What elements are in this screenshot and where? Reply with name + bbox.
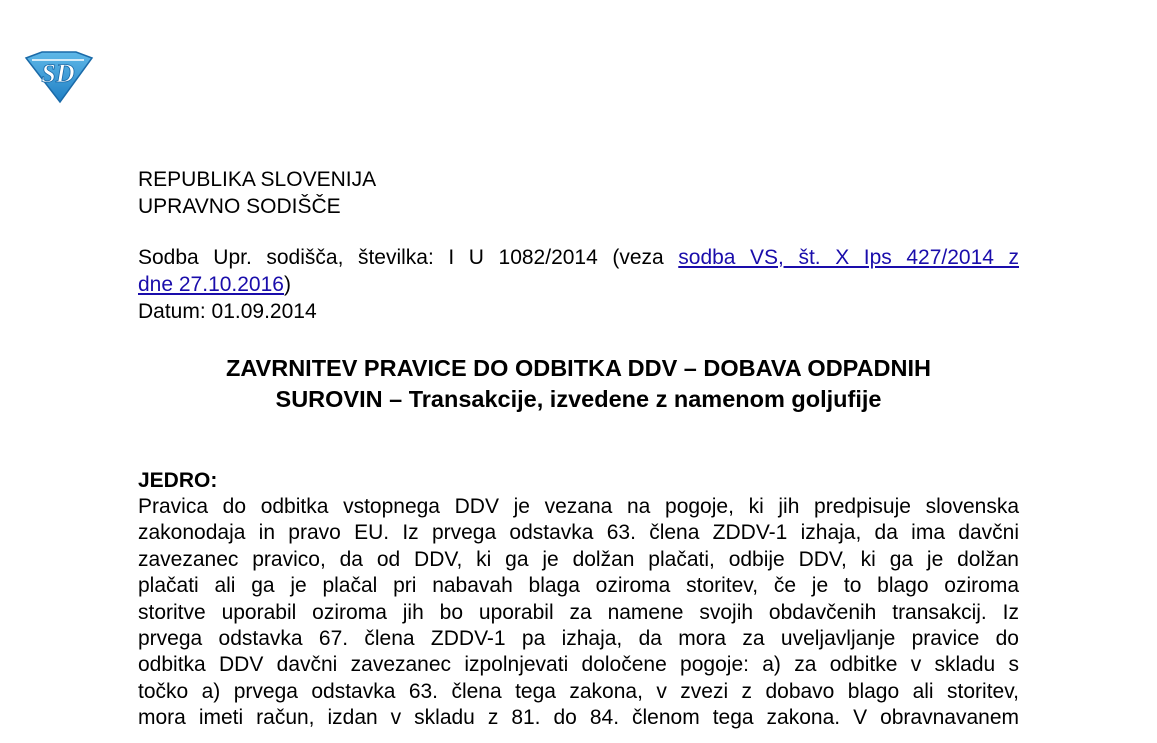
paragraph-line: točko a) prvega odstavka 63. člena tega zakona, v zvezi z dobavo blago ali storitev,: [138, 679, 1019, 703]
document-title: [138, 353, 1019, 415]
case-number-line: Sodba Upr. sodišča, številka: I U 1082/2014 (veza sodba VS, št. X Ips 427/2014 z: [138, 246, 1019, 269]
paragraph-line: storitve uporabil oziroma jih bo uporabil za namene svojih obdavčenih transakcij. Iz: [138, 600, 1019, 624]
supreme-court-ruling-link-date[interactable]: dne 27.10.2016: [138, 273, 284, 296]
paragraph-line: zavezanec pravico, da od DDV, ki ga je dolžan plačati, odbije DDV, ki ga je dolžan: [138, 547, 1019, 571]
title-line-2: SUROVIN – Transakcije, izvedene z namenom goljufije: [275, 386, 882, 412]
court-header: [138, 166, 376, 220]
core-paragraph: [138, 494, 1019, 732]
country-name: REPUBLIKA SLOVENIJA: [138, 168, 377, 191]
supreme-court-ruling-link[interactable]: sodba VS, št. X Ips 427/2014 z: [678, 246, 1019, 269]
paragraph-line: mora imeti račun, izdan v skladu z 81. do 84. členom tega zakona. V obravnavanem: [138, 706, 1019, 730]
paragraph-line: zakonodaja in pravo EU. Iz prvega odstavka 63. člena ZDDV-1 izhaja, da ima davčni: [138, 521, 1019, 545]
title-line-1: ZAVRNITEV PRAVICE DO ODBITKA DDV – DOBAVA ODPADNIH: [225, 355, 932, 381]
court-name: UPRAVNO SODIŠČE: [138, 195, 341, 218]
ruling-date: Datum: 01.09.2014: [138, 300, 317, 323]
case-number-line-2: dne 27.10.2016): [138, 273, 291, 296]
paragraph-line: plačati ali ga je plačal pri nabavah blaga oziroma storitev, če je to blago oziroma: [138, 574, 1019, 598]
paragraph-line: prvega odstavka 67. člena ZDDV-1 pa izhaja, da mora za uveljavljanje pravice do: [138, 627, 1019, 651]
paragraph-line: Pravica do odbitka vstopnega DDV je vezana na pogoje, ki jih predpisuje slovenska: [138, 495, 1019, 518]
paragraph-line: odbitka DDV davčni zavezanec izpolnjevati določene pogoje: a) za odbitke v skladu s: [138, 653, 1019, 677]
court-logo-icon: [22, 50, 94, 104]
case-reference: [138, 244, 1019, 325]
core-heading: JEDRO:: [138, 469, 218, 492]
svg-text:SD: SD: [41, 59, 75, 88]
